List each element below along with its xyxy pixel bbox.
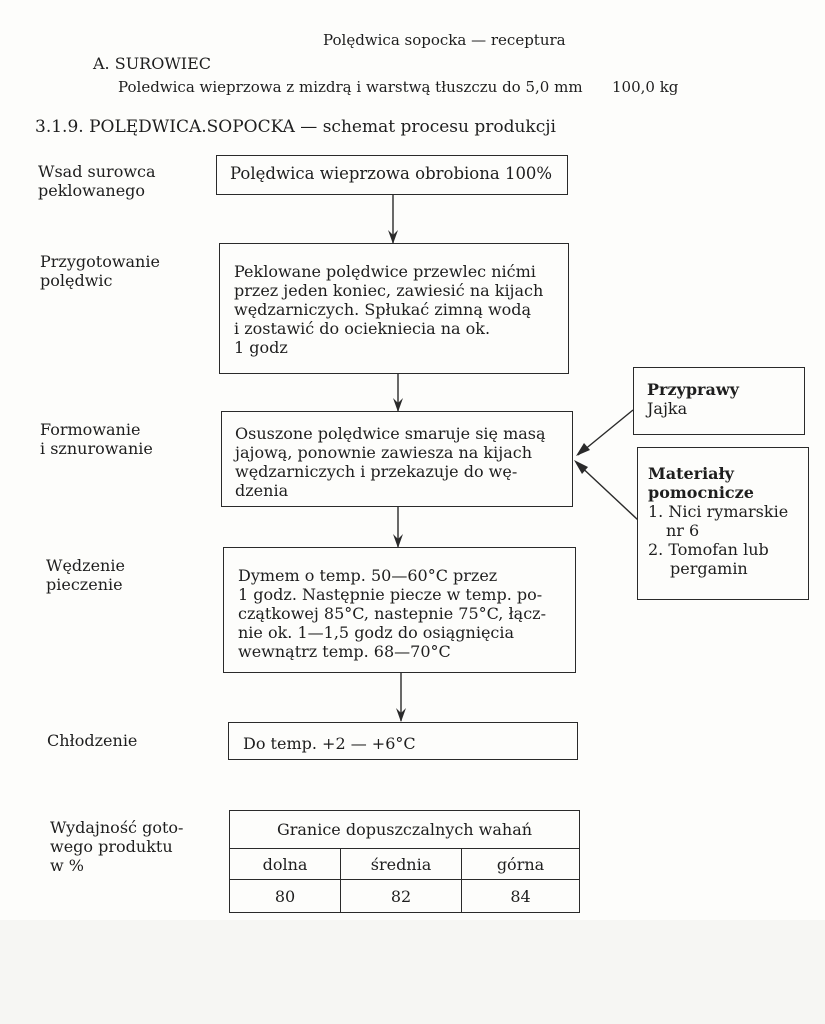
raw-material-quantity: 100,0 kg	[612, 78, 679, 96]
step-label-cooling: Chłodzenie	[47, 731, 138, 750]
yield-header-mid: średnia	[341, 849, 462, 880]
yield-value-mid: 82	[341, 880, 462, 913]
box-spices: Przyprawy Jajka	[633, 367, 805, 435]
box-input: Polędwica wieprzowa obrobiona 100%	[216, 155, 568, 195]
step-label-forming: Formowanie i sznurowanie	[40, 420, 153, 458]
section-a-heading: A. SUROWIEC	[93, 54, 212, 73]
yield-value-low: 80	[230, 880, 341, 913]
arrow-from-aux	[576, 462, 638, 520]
recipe-title: Polędwica sopocka — receptura	[323, 31, 566, 49]
section-title: 3.1.9. POLĘDWICA.SOPOCKA — schemat procesu produkcji	[35, 117, 556, 137]
box-preparation: Peklowane polędwice przewlec nićmi przez jeden koniec, zawiesić na kijach wędzarniczych. Spłukać zimną wodą i zostawić do ociekniecia na ok. 1 godz	[219, 243, 569, 374]
yield-header-high: górna	[462, 849, 580, 880]
yield-value-high: 84	[462, 880, 580, 913]
yield-header-low: dolna	[230, 849, 341, 880]
box-smoking: Dymem o temp. 50—60°C przez 1 godz. Następnie piecze w temp. po- czątkowej 85°C, nastepnie 75°C, łącz- nie ok. 1—1,5 godz do osiągnięcia wewnątrz temp. 68—70°C	[223, 547, 576, 673]
step-label-input: Wsad surowca peklowanego	[38, 162, 156, 200]
box-forming: Osuszone polędwice smaruje się masą jajową, ponownie zawiesza na kijach wędzarniczych i przekazuje do wę- dzenia	[221, 411, 573, 507]
step-label-smoking: Wędzenie pieczenie	[46, 556, 125, 594]
yield-table	[229, 810, 580, 913]
raw-material-line: Poledwica wieprzowa z mizdrą i warstwą tłuszczu do 5,0 mm	[118, 78, 583, 96]
yield-table-caption: Granice dopuszczalnych wahań	[230, 811, 580, 849]
box-auxiliary-materials: Materiały pomocnicze 1. Nici rymarskie nr 6 2. Tomofan lub pergamin	[637, 447, 809, 600]
step-label-preparation: Przygotowanie polędwic	[40, 252, 160, 290]
step-label-yield: Wydajność goto- wego produktu w %	[50, 818, 184, 875]
box-cooling: Do temp. +2 — +6°C	[228, 722, 578, 760]
